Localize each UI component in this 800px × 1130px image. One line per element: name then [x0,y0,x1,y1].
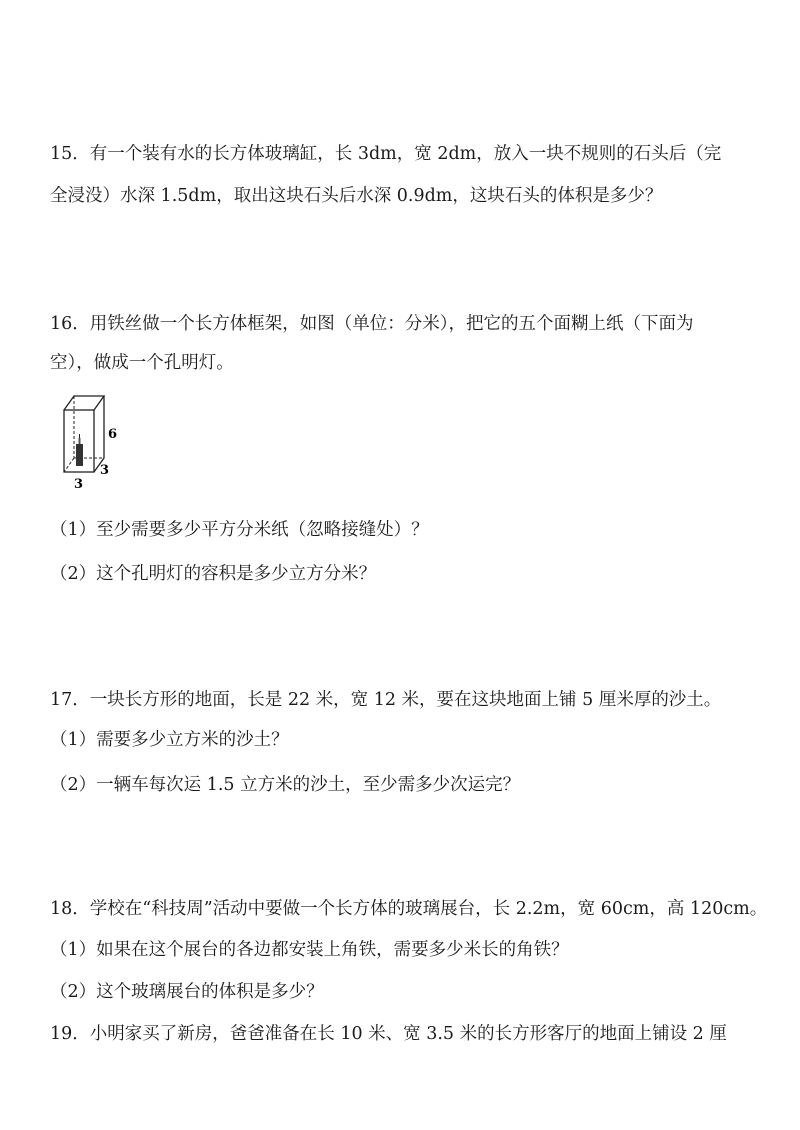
problem-16-question-1: （1）至少需要多少平方分米纸（忽略接缝处）？ [50,520,429,540]
problem-18-question-2: （2）这个玻璃展台的体积是多少？ [50,982,324,1002]
problem-17-question-2: （2）一辆车每次运 1.5 立方米的沙土，至少需多少次运完？ [50,775,521,795]
cuboid-lantern-figure [56,392,126,492]
problem-16-line-2: 空），做成一个孔明灯。 [50,353,234,373]
problem-18-line-1: 18．学校在“科技周”活动中要做一个长方体的玻璃展台，长 2.2m，宽 60cm，高 120cm。 [50,899,768,919]
problem-19-line-1: 19．小明家买了新房，爸爸准备在长 10 米、宽 3.5 米的长方形客厅的地面上铺设 2 厘 [50,1024,727,1044]
problem-17-line-1: 17．一块长方形的地面，长是 22 米，宽 12 米，要在这块地面上铺 5 厘米厚的沙土。 [50,690,722,710]
figure-height-label: 6 [108,427,118,442]
figure-depth-label: 3 [74,477,84,492]
problem-16-question-2: （2）这个孔明灯的容积是多少立方分米？ [50,564,377,584]
problem-15-line-2: 全浸没）水深 1.5dm，取出这块石头后水深 0.9dm，这块石头的体积是多少？ [50,186,663,206]
problem-16-line-1: 16．用铁丝做一个长方体框架，如图（单位：分米），把它的五个面糊上纸（下面为 [50,314,694,334]
problem-17-question-1: （1）需要多少立方米的沙土？ [50,730,289,750]
figure-width-label: 3 [100,463,110,478]
problem-15-line-1: 15．有一个装有水的长方体玻璃缸，长 3dm，宽 2dm，放入一块不规则的石头后（完 [50,144,722,164]
problem-18-question-1: （1）如果在这个展台的各边都安装上角铁，需要多少米长的角铁？ [50,940,569,960]
